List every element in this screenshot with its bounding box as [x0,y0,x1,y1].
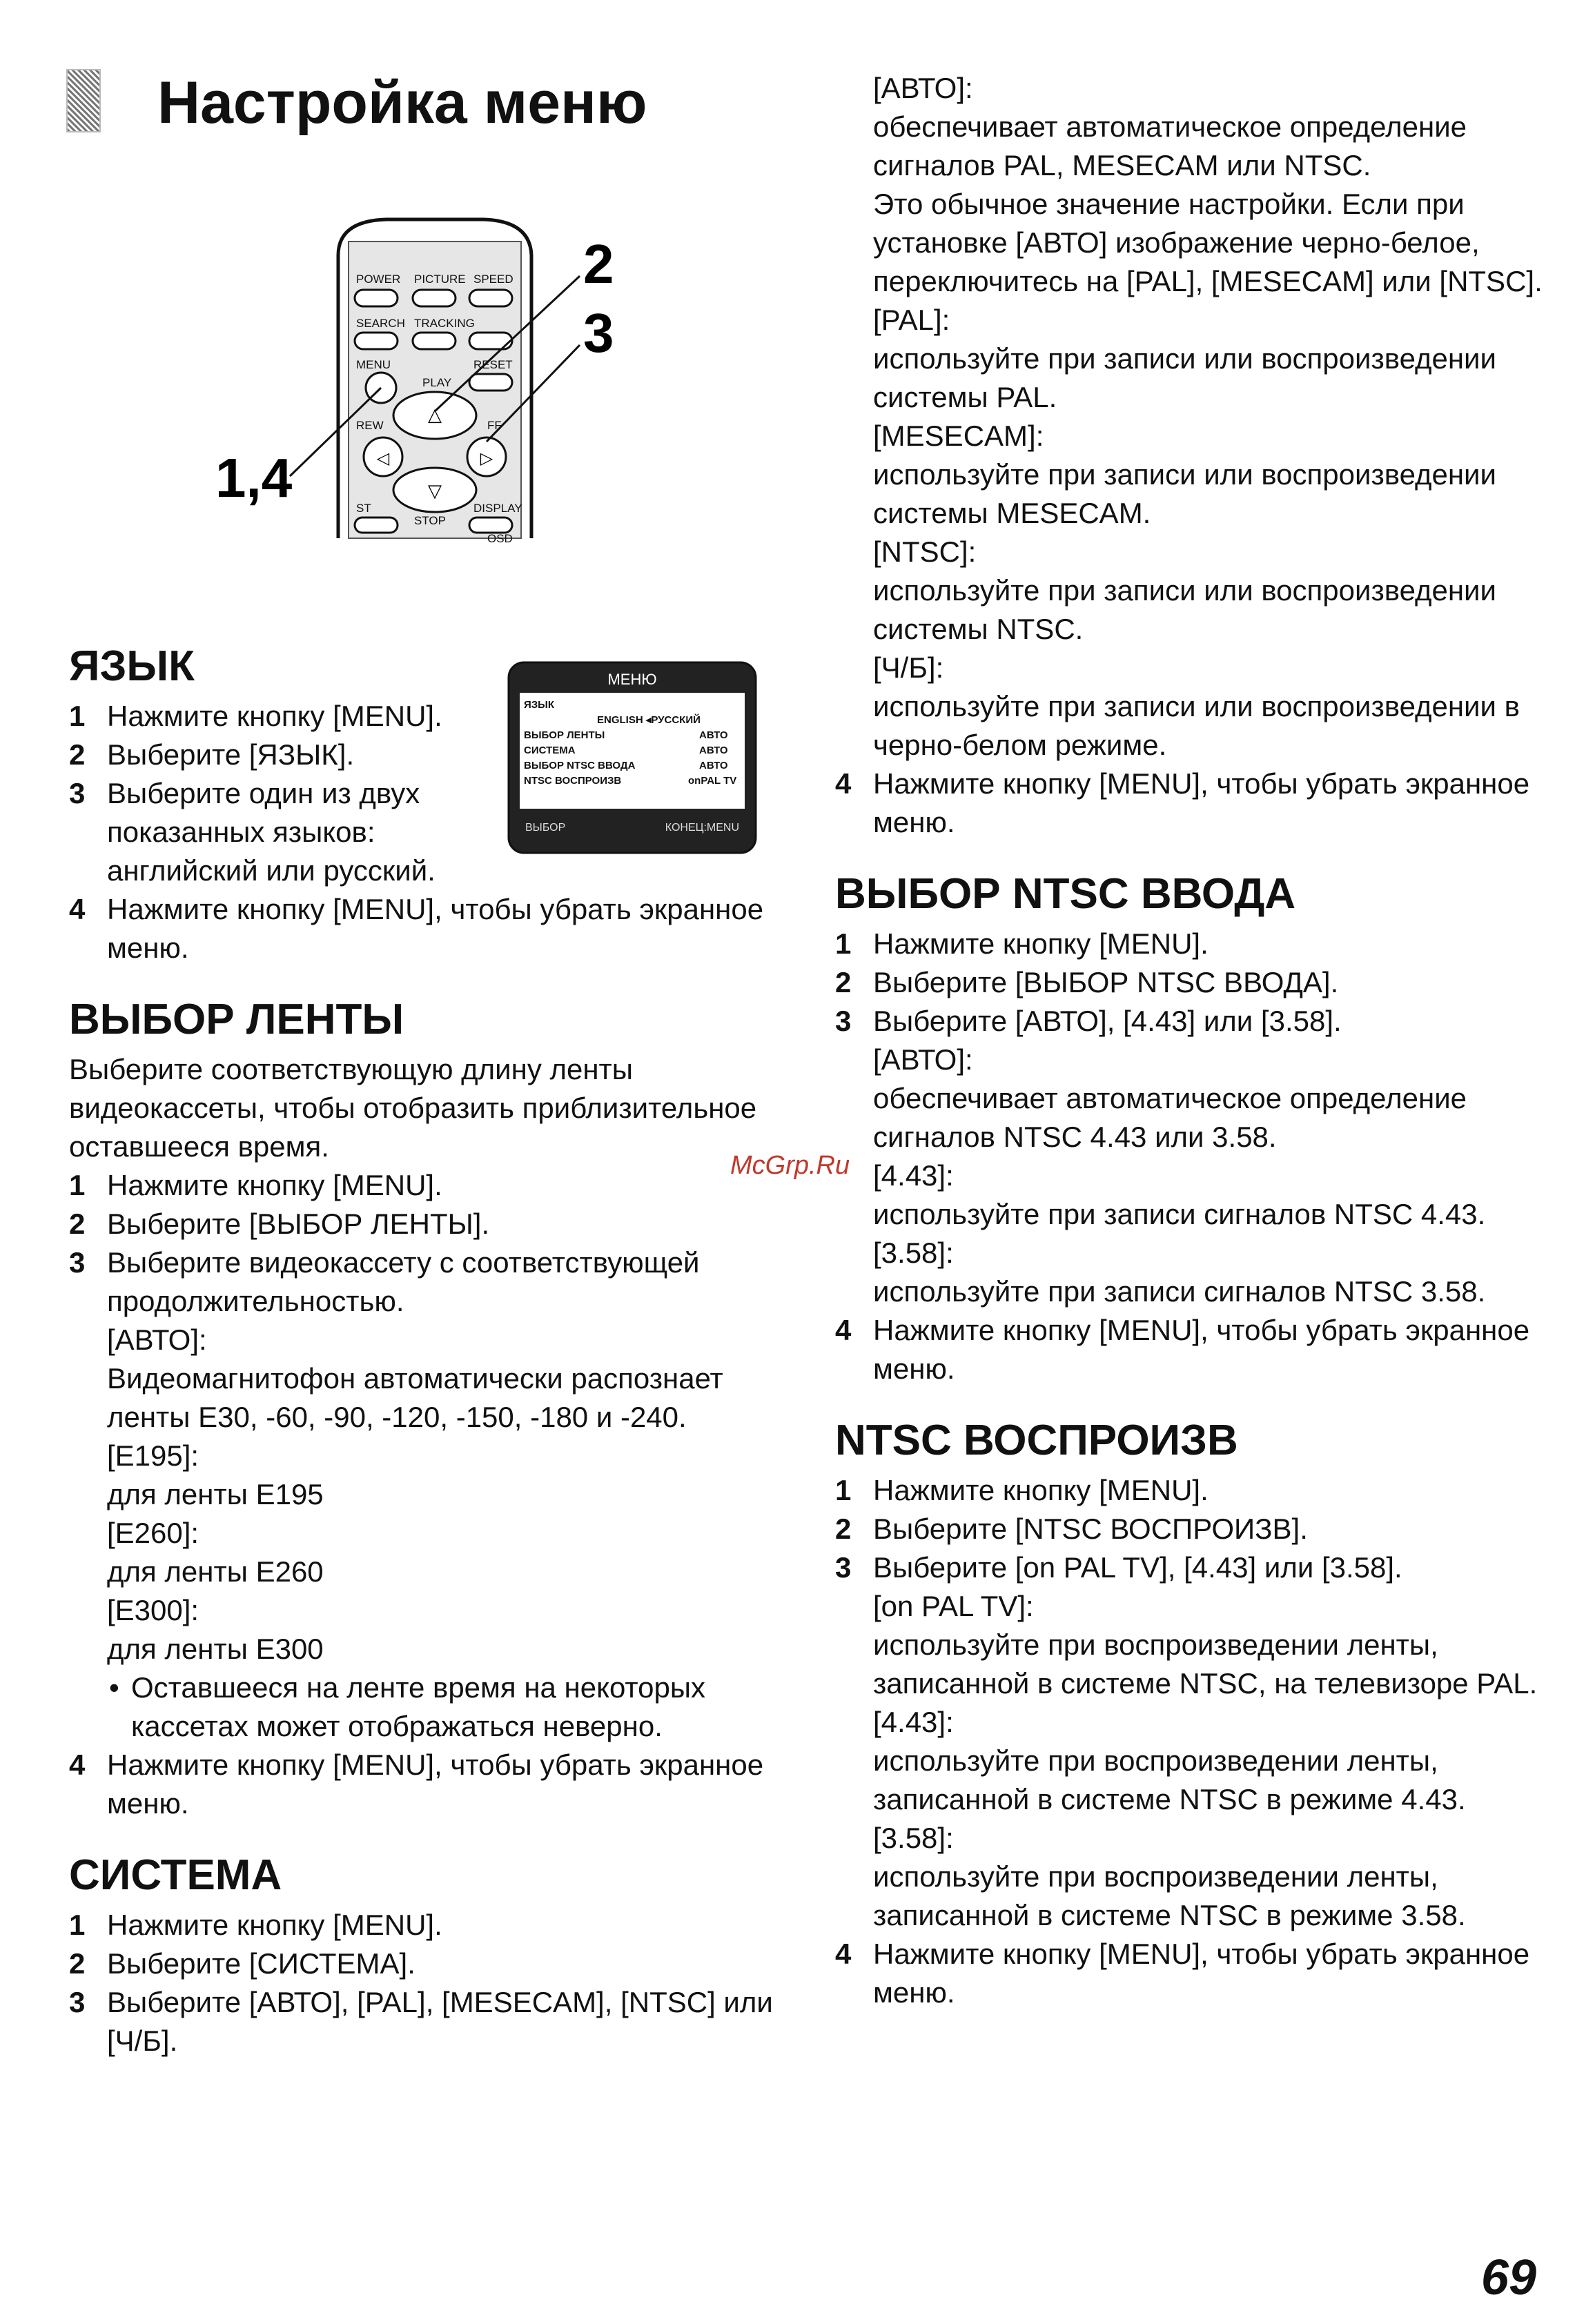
remote-label: STOP [414,514,446,527]
option-text: Видеомагнитофон автоматически распознает ленты Е30, -60, -90, -120, -150, -180 и -240. [107,1362,723,1433]
option-label: [Ч/Б]: [873,651,944,684]
option-label: [3.58]: [873,1822,954,1854]
step: 4 Нажмите кнопку [MENU], чтобы убрать экранное меню. [835,767,1530,838]
remote-label: REW [356,419,384,432]
tape-note: • Оставшееся на ленте время на некоторых кассетах может отображаться неверно. [69,1668,773,1746]
option-text: используйте при записи или воспроизведении системы NTSC. [873,574,1496,645]
remote-label: POWER [356,273,401,286]
screen-row-value: onPAL TV [688,775,737,787]
screen-row-label: NTSC ВОСПРОИЗВ [524,775,622,787]
option-text: Это обычное значение настройки. Если при установке [АВТО] изображение черно-белое, переключитесь на [PAL], [MESECAM] или [NTSC]. [873,188,1543,297]
option-text: используйте при воспроизведении ленты, записанной в системе NTSC, на телевизоре PAL. [873,1628,1538,1700]
option-label: [3.58]: [873,1237,954,1269]
step: 3 Выберите [on PAL TV], [4.43] или [3.58]. [835,1551,1402,1584]
step: 2 Выберите [ЯЗЫК]. [69,738,355,771]
svg-text:▷: ▷ [480,449,493,468]
screen-row-label: ВЫБОР ЛЕНТЫ [524,729,605,741]
step: 1 Нажмите кнопку [MENU]. [69,700,442,732]
option-text: используйте при записи сигналов NTSC 3.58. [873,1275,1486,1308]
screen-header: МЕНЮ [607,671,657,688]
step: 3 Выберите один из двух показанных языков: английский или русский. [69,777,436,887]
svg-text:◁: ◁ [376,449,390,468]
option-label: [Е300]: [107,1594,199,1626]
section-tape-select [69,995,773,1823]
screen-row-value: АВТО [699,760,728,771]
svg-text:△: △ [428,405,442,426]
step: 1 Нажмите кнопку [MENU]. [69,1169,442,1201]
remote-label: FF [487,419,502,432]
section-ntsc-playback [835,1416,1553,2012]
step: 4 Нажмите кнопку [MENU], чтобы убрать экранное меню. [69,1749,764,1820]
callout-1-4: 1,4 [215,447,293,509]
remote-figure [207,214,663,545]
page-title: Настройка меню [157,70,647,136]
option-text: обеспечивает автоматическое определение сигналов PAL, MESECAM или NTSC. [873,110,1467,181]
remote-label: TRACKING [414,317,475,330]
screen-row-value: ENGLISH ◂РУССКИЙ [597,714,701,726]
step: 2 Выберите [NTSC ВОСПРОИЗВ]. [835,1513,1308,1545]
option-text: используйте при записи или воспроизведении системы MESECAM. [873,458,1496,529]
option-text: используйте при записи или воспроизведении системы PAL. [873,342,1496,413]
screen-row-label: СИСТЕМА [524,745,576,756]
option-text: для ленты Е260 [107,1555,324,1588]
remote-label: SPEED [473,273,513,286]
heading-ntsc-playback: NTSC ВОСПРОИЗВ [835,1417,1238,1464]
step: 1 Нажмите кнопку [MENU]. [69,1909,442,1941]
remote-label: SEARCH [356,317,405,330]
callout-3: 3 [583,302,614,364]
heading-system: СИСТЕМА [69,1851,282,1899]
option-label: [PAL]: [873,304,950,336]
option-label: [Е195]: [107,1439,199,1472]
option-text: используйте при записи сигналов NTSC 4.43. [873,1198,1486,1230]
remote-label: PLAY [422,376,452,389]
option-text: используйте при воспроизведении ленты, записанной в системе NTSC в режиме 4.43. [873,1744,1466,1815]
heading-ntsc-input: ВЫБОР NTSC ВВОДА [835,870,1296,918]
step: 3 Выберите [АВТО], [4.43] или [3.58]. [835,1005,1342,1037]
step: 1 Нажмите кнопку [MENU]. [835,1474,1209,1506]
heading-language: ЯЗЫК [69,642,195,690]
option-label: [on PAL TV]: [873,1590,1034,1622]
remote-control-illustration [207,214,663,545]
left-column [69,642,773,2088]
step: 1 Нажмите кнопку [MENU]. [835,927,1209,960]
option-label: [АВТО]: [107,1323,207,1356]
section-ntsc-input [835,869,1553,1388]
option-text: обеспечивает автоматическое определение сигналов NTSC 4.43 или 3.58. [873,1082,1467,1153]
section-system [69,1851,773,2060]
svg-text:▽: ▽ [428,481,442,502]
option-label: [АВТО]: [873,72,973,104]
option-label: [4.43]: [873,1159,954,1192]
screen-row-label: ЯЗЫК [524,699,555,711]
watermark: McGrp.Ru [730,1151,850,1180]
section-system-continued [835,69,1553,842]
option-text: используйте при воспроизведении ленты, записанной в системе NTSC в режиме 3.58. [873,1860,1466,1931]
step: 2 Выберите [ВЫБОР ЛЕНТЫ]. [69,1208,490,1240]
remote-label: OSD [487,532,513,545]
option-label: [NTSC]: [873,535,977,568]
option-label: [Е260]: [107,1517,199,1549]
option-text: используйте при записи или воспроизведении в черно-белом режиме. [873,690,1520,761]
heading-tape-select: ВЫБОР ЛЕНТЫ [69,996,404,1043]
step: 3 Выберите видеокассету с соответствующей продолжительностью. [69,1246,700,1317]
option-label: [АВТО]: [873,1043,973,1076]
remote-label: DISPLAY [473,502,522,515]
step: 4 Нажмите кнопку [MENU], чтобы убрать экранное меню. [69,893,764,964]
step: 4 Нажмите кнопку [MENU], чтобы убрать экранное меню. [835,1314,1530,1385]
screen-footer-left: ВЫБОР [525,822,566,834]
section-language [69,642,773,967]
remote-label: ST [356,502,371,515]
step: 3 Выберите [АВТО], [PAL], [MESECAM], [NTSC] или [Ч/Б]. [69,1986,773,2057]
screen-footer-right: КОНЕЦ:MENU [665,822,739,834]
remote-label: MENU [356,358,391,371]
page-number: 69 [1480,2250,1536,2305]
option-text: для ленты Е300 [107,1633,324,1665]
step: 2 Выберите [СИСТЕМА]. [69,1947,415,1980]
tape-intro: Выберите соответствующую длину ленты видеокассеты, чтобы отобразить приблизительное оставшееся время. [69,1053,757,1163]
right-column [835,69,1553,2040]
option-label: [4.43]: [873,1706,954,1738]
remote-label: PICTURE [414,273,466,286]
screen-row-label: ВЫБОР NTSC ВВОДА [524,760,636,771]
title-marker-icon [66,69,101,132]
step: 4 Нажмите кнопку [MENU], чтобы убрать экранное меню. [835,1938,1530,2009]
screen-row-value: АВТО [699,745,728,756]
option-label: [MESECAM]: [873,420,1044,452]
option-text: для ленты Е195 [107,1478,324,1510]
step: 2 Выберите [ВЫБОР NTSC ВВОДА]. [835,966,1339,998]
callout-2: 2 [583,233,614,295]
screen-row-value: АВТО [699,729,728,741]
remote-label: RESET [473,358,513,371]
